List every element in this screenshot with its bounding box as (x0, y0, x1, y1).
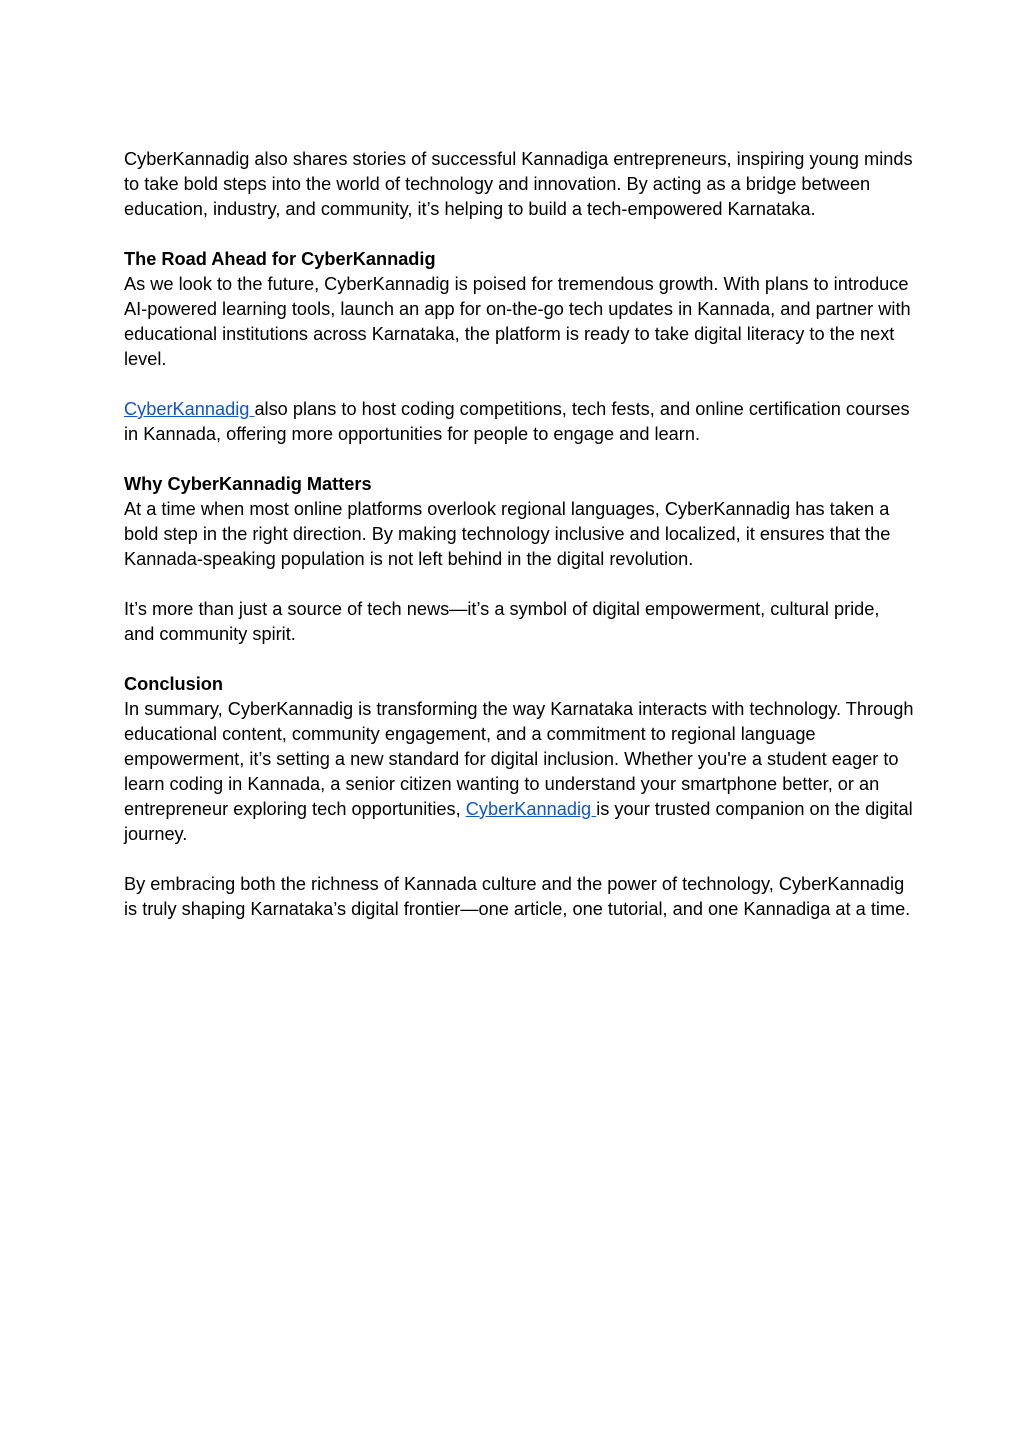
document-page (124, 147, 914, 947)
conclusion-body (124, 699, 914, 844)
plans-paragraph (124, 397, 914, 447)
road-ahead-heading: The Road Ahead for CyberKannadig (124, 249, 436, 269)
more-than-paragraph: It’s more than just a source of tech news—it’s a symbol of digital empowerment, cultural pride, and community spirit. (124, 599, 880, 644)
road-ahead-body: As we look to the future, CyberKannadig is poised for tremendous growth. With plans to introduce AI-powered learning tools, launch an app for on-the-go tech updates in Kannada, and partner with educational institutions across Karnataka, the platform is ready to take digital literacy to the next level. (124, 274, 911, 369)
why-matters-body: At a time when most online platforms overlook regional languages, CyberKannadig has taken a bold step in the right direction. By making technology inclusive and localized, it ensures that the Kannada-speaking population is not left behind in the digital revolution. (124, 499, 891, 569)
plans-text: also plans to host coding competitions, tech fests, and online certification courses in Kannada, offering more opportunities for people to engage and learn. (124, 399, 910, 444)
conclusion-body-start: In summary, CyberKannadig is transforming the way Karnataka interacts with technology. Through educational content, community engagement, and a commitment to regional language empowerment, it’s setting a new standard for digital inclusion. Whether you're a student eager to learn coding in Kannada, a senior citizen wanting to understand your smartphone better, or an entrepreneur exploring tech opportunities, (124, 699, 914, 819)
cyberkannadig-link[interactable]: CyberKannadig (124, 399, 255, 419)
cyberkannadig-link[interactable]: CyberKannadig (465, 799, 597, 819)
intro-paragraph: CyberKannadig also shares stories of successful Kannadiga entrepreneurs, inspiring young minds to take bold steps into the world of technology and innovation. By acting as a bridge between education, industry, and community, it’s helping to build a tech-empowered Karnataka. (124, 149, 913, 219)
conclusion-section (124, 672, 914, 847)
closing-paragraph: By embracing both the richness of Kannada culture and the power of technology, CyberKannadig is truly shaping Karnataka’s digital frontier—one article, one tutorial, and one Kannadiga at a time. (124, 874, 911, 919)
road-ahead-section (124, 247, 914, 372)
conclusion-body-end: is your trusted companion on the digital journey. (124, 799, 913, 844)
why-matters-heading: Why CyberKannadig Matters (124, 474, 372, 494)
why-matters-section (124, 472, 914, 572)
conclusion-heading: Conclusion (124, 674, 224, 694)
